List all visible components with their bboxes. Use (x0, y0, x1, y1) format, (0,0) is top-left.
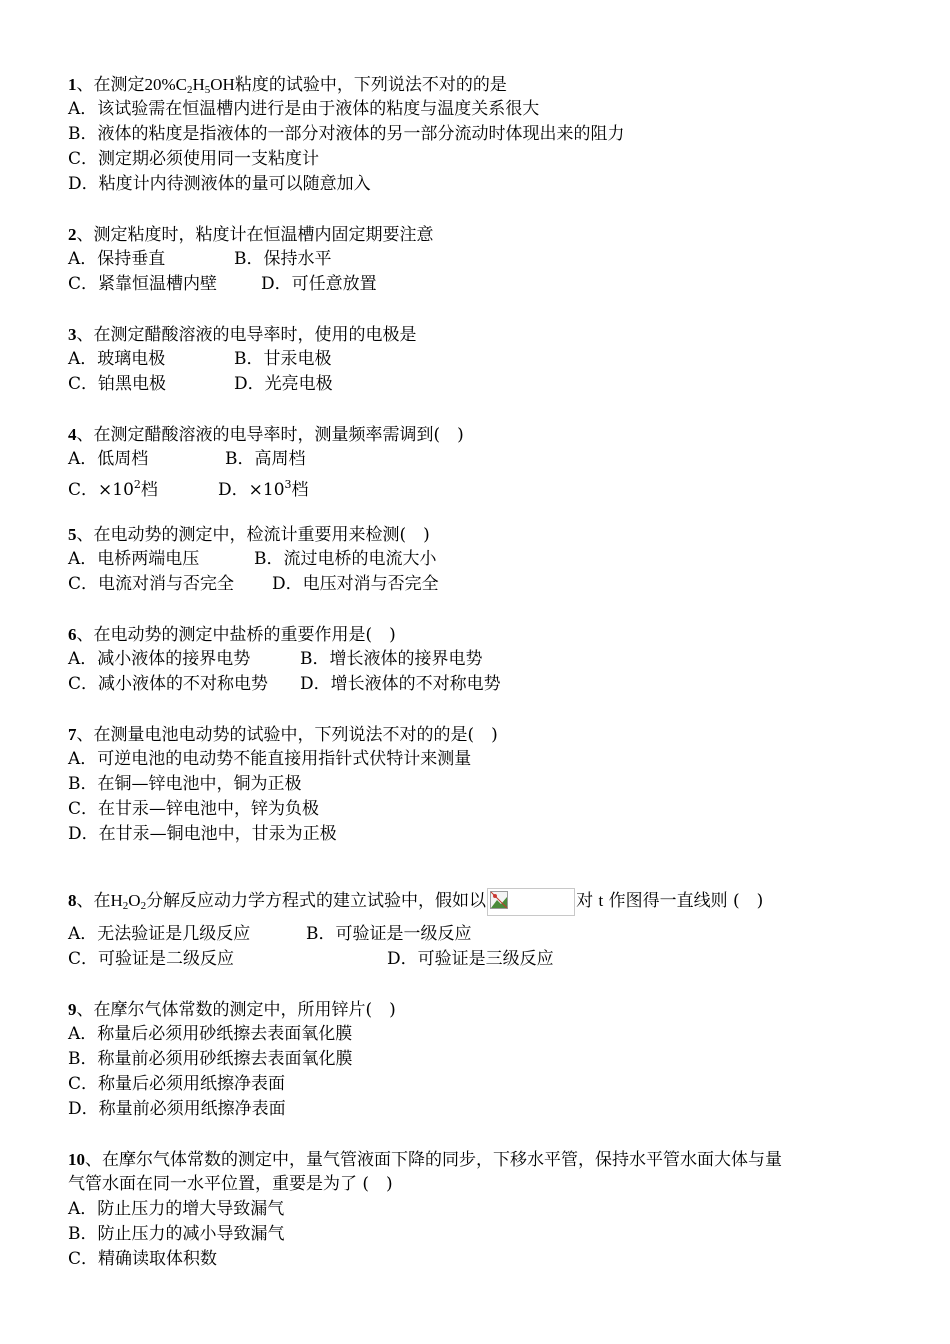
option-c: C．在甘汞—锌电池中，锌为负极 (68, 799, 320, 819)
stem-text: 、在测定醋酸溶液的电导率时，使用的电极是 (76, 325, 417, 345)
option-d: D．在甘汞—铜电池中，甘汞为正极 (68, 824, 337, 844)
stem-text: 、在摩尔气体常数的测定中，量气管液面下降的同步，下移水平管，保持水平管水面大体与量 (85, 1150, 782, 1170)
option-c: C．减小液体的不对称电势 (68, 674, 269, 694)
stem-text: 、在测定醋酸溶液的电导率时，测量频率需调到( ) (76, 425, 464, 445)
option-b: B．液体的粘度是指液体的一部分对液体的另一部分流动时体现出来的阻力 (68, 124, 625, 144)
option-b: B．在铜—锌电池中，铜为正极 (68, 774, 302, 794)
stem-text: OH (210, 75, 235, 94)
subscript: 2 (140, 900, 147, 912)
stem-text: O (128, 891, 141, 910)
option-d (218, 472, 309, 503)
question-stem (68, 422, 888, 447)
question-number: 6 (68, 625, 77, 644)
stem-text: 、在摩尔气体常数的测定中，所用锌片( ) (76, 1000, 396, 1020)
stem-text: 、在电动势的测定中，检流计重要用来检测( ) (76, 525, 430, 545)
option-c: C．可验证是二级反应 (68, 949, 235, 969)
question-stem-continued: 气管水面在同一水平位置，重要是为了 ( ) (68, 1174, 393, 1194)
option-c: C．铂黑电极 (68, 374, 167, 394)
question-stem (68, 997, 888, 1022)
question-number: 7 (68, 725, 77, 744)
stem-text: 、测定粘度时，粘度计在恒温槽内固定期要注意 (76, 225, 434, 245)
option-d: D．称量前必须用纸擦净表面 (68, 1099, 286, 1119)
question-number: 1 (68, 75, 77, 94)
question-6 (68, 622, 888, 697)
option-d: D．粘度计内待测液体的量可以随意加入 (68, 174, 371, 194)
option-row (68, 447, 888, 472)
option-c: C．测定期必须使用同一支粘度计 (68, 149, 320, 169)
question-8 (68, 884, 888, 972)
option-a: A．可逆电池的电动势不能直接用指针式伏特计来测量 (68, 749, 472, 769)
stem-text: ( ) (733, 891, 764, 911)
broken-image-icon (490, 891, 508, 909)
option-b: B．高周档 (225, 449, 306, 469)
option-d: D．电压对消与否完全 (272, 574, 439, 594)
option-a: A．无法验证是几级反应 (68, 924, 251, 944)
question-number: 10 (68, 1150, 85, 1169)
option-row (68, 347, 888, 372)
option-row (68, 922, 888, 947)
stem-text: 粘度的试验中，下列说法不对的的是 (234, 75, 507, 95)
broken-image-placeholder (487, 888, 575, 916)
stem-text: 分解反应动力学方程式的建立试验中，假如以 (146, 891, 487, 911)
stem-text: H (192, 75, 205, 94)
question-stem (68, 322, 888, 347)
question-stem (68, 622, 888, 647)
option-d: D．可任意放置 (261, 274, 377, 294)
option-d: D．光亮电极 (234, 374, 333, 394)
option-c: C．紧靠恒温槽内壁 (68, 274, 218, 294)
option-a: A．电桥两端电压 (68, 549, 200, 569)
option-c: C．电流对消与否完全 (68, 574, 235, 594)
option-b: B．流过电桥的电流大小 (254, 549, 437, 569)
option-text: D．×10 (218, 480, 285, 500)
option-d: D．可验证是三级反应 (387, 949, 554, 969)
exam-page (68, 72, 888, 1297)
stem-text: 、在测量电池电动势的试验中，下列说法不对的的是( ) (76, 725, 498, 745)
option-b: B．可验证是一级反应 (306, 924, 472, 944)
option-a: A．防止压力的增大导致漏气 (68, 1199, 285, 1219)
question-number: 2 (68, 225, 77, 244)
option-row (68, 247, 888, 272)
option-row (68, 947, 888, 972)
option-row (68, 572, 888, 597)
option-a: A．该试验需在恒温槽内进行是由于液体的粘度与温度关系很大 (68, 99, 540, 119)
option-row (68, 547, 888, 572)
superscript: 3 (284, 478, 292, 491)
question-stem (68, 72, 888, 97)
option-a: A．玻璃电极 (68, 349, 166, 369)
stem-text: t (598, 891, 604, 910)
subscript: 5 (204, 84, 211, 96)
option-c (68, 472, 218, 503)
option-row (68, 647, 888, 672)
option-text: C．×10 (68, 480, 134, 500)
question-stem (68, 222, 888, 247)
stem-text: 、在测定 (76, 75, 145, 95)
option-b: B．防止压力的减小导致漏气 (68, 1224, 285, 1244)
option-a: A．低周档 (68, 449, 149, 469)
stem-text: 作图得一直线则 (608, 891, 728, 911)
option-b: B．称量前必须用砂纸擦去表面氧化膜 (68, 1049, 353, 1069)
question-stem (68, 1147, 888, 1172)
question-3 (68, 322, 888, 397)
option-c: C．称量后必须用纸擦净表面 (68, 1074, 286, 1094)
question-stem (68, 884, 888, 918)
stem-text: 20%C (144, 75, 187, 94)
stem-text: 、在电动势的测定中盐桥的重要作用是( ) (76, 625, 396, 645)
question-number: 4 (68, 425, 77, 444)
question-stem (68, 522, 888, 547)
option-b: B．保持水平 (234, 249, 332, 269)
superscript: 2 (133, 478, 141, 491)
question-2 (68, 222, 888, 297)
option-a: A．减小液体的接界电势 (68, 649, 251, 669)
question-number: 3 (68, 325, 77, 344)
option-row (68, 472, 888, 500)
option-d: D．增长液体的不对称电势 (300, 674, 501, 694)
question-4 (68, 422, 888, 500)
question-1 (68, 72, 888, 197)
stem-text: 对 (576, 891, 594, 911)
option-text: 档 (291, 480, 309, 500)
subscript: 2 (187, 84, 193, 96)
option-row (68, 272, 888, 297)
option-text: 档 (140, 480, 158, 500)
question-number: 9 (68, 1000, 77, 1019)
option-b: B．甘汞电极 (234, 349, 332, 369)
option-row (68, 672, 888, 697)
option-c: C．精确读取体积数 (68, 1249, 218, 1269)
question-9 (68, 997, 888, 1122)
stem-text: H (110, 891, 123, 910)
question-5 (68, 522, 888, 597)
option-a: A．称量后必须用砂纸擦去表面氧化膜 (68, 1024, 353, 1044)
question-10 (68, 1147, 888, 1272)
option-b: B．增长液体的接界电势 (300, 649, 483, 669)
subscript: 2 (122, 900, 129, 912)
stem-text: 、在 (76, 891, 111, 911)
question-number: 8 (68, 891, 77, 910)
question-number: 5 (68, 525, 77, 544)
question-7 (68, 722, 888, 847)
option-row (68, 372, 888, 397)
question-stem (68, 722, 888, 747)
option-a: A．保持垂直 (68, 249, 166, 269)
